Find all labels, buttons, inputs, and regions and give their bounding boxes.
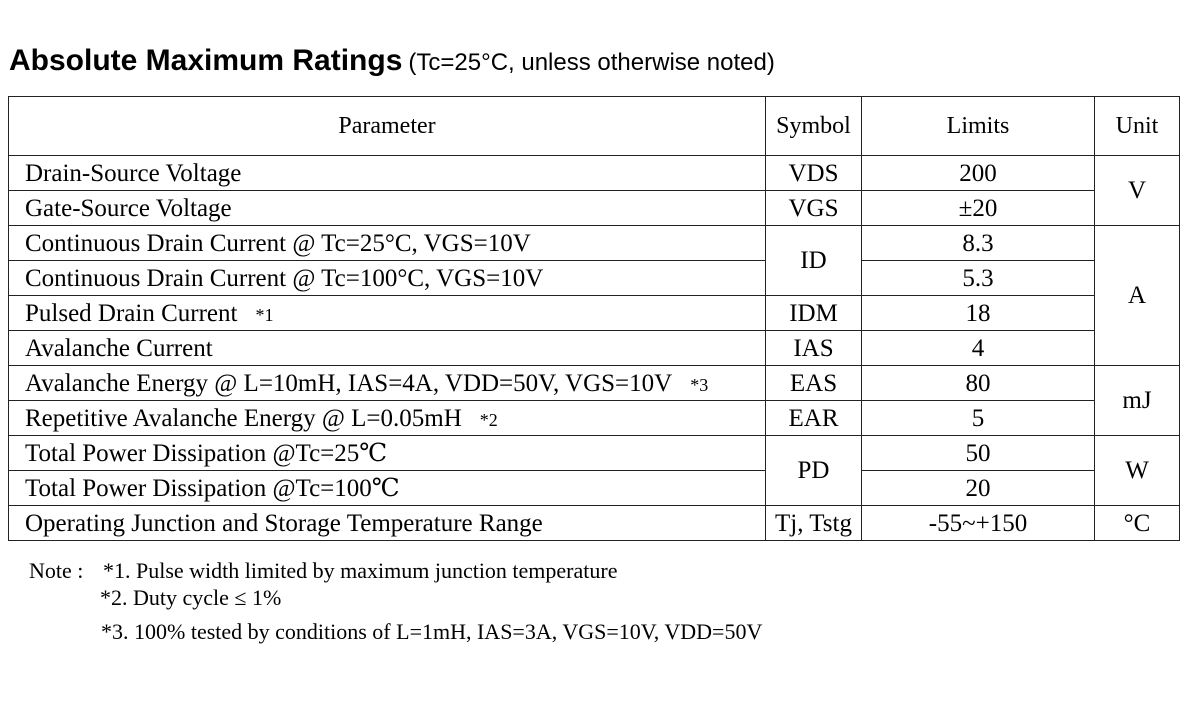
notes-label: Note :	[29, 558, 84, 583]
parameter-cell: Total Power Dissipation @Tc=100℃	[9, 471, 766, 506]
table-row	[9, 226, 1180, 261]
symbol-cell: VDS	[766, 156, 862, 191]
table-row	[9, 506, 1180, 541]
table-row	[9, 296, 1180, 331]
note-ref: *3	[690, 374, 709, 395]
unit-cell: V	[1095, 156, 1180, 226]
limit-cell: 5.3	[862, 261, 1095, 296]
unit-cell: A	[1095, 226, 1180, 366]
note-ref: *1	[255, 304, 274, 325]
symbol-cell: PD	[766, 436, 862, 506]
symbol-cell: ID	[766, 226, 862, 296]
page-title	[9, 44, 775, 78]
limit-cell: 5	[862, 401, 1095, 436]
table-row	[9, 436, 1180, 471]
note-item: *1. Pulse width limited by maximum junction temperature	[103, 558, 618, 583]
parameter-text: Repetitive Avalanche Energy @ L=0.05mH	[25, 404, 462, 432]
parameter-cell	[9, 401, 766, 436]
title-main: Absolute Maximum Ratings	[9, 44, 403, 77]
note-item: *3. 100% tested by conditions of L=1mH, IAS=3A, VGS=10V, VDD=50V	[101, 619, 763, 644]
header-unit: Unit	[1095, 97, 1180, 156]
table-row	[9, 191, 1180, 226]
symbol-cell: EAS	[766, 366, 862, 401]
note-ref: *2	[479, 409, 498, 430]
header-parameter: Parameter	[9, 97, 766, 156]
limit-cell: 80	[862, 366, 1095, 401]
title-condition: (Tc=25°C, unless otherwise noted)	[408, 49, 775, 76]
parameter-cell: Continuous Drain Current @ Tc=25°C, VGS=10V	[9, 226, 766, 261]
ratings-table	[8, 96, 1180, 541]
table-row	[9, 261, 1180, 296]
limit-cell: 200	[862, 156, 1095, 191]
parameter-cell: Continuous Drain Current @ Tc=100°C, VGS=10V	[9, 261, 766, 296]
unit-cell: °C	[1095, 506, 1180, 541]
limit-cell: 18	[862, 296, 1095, 331]
symbol-cell: IDM	[766, 296, 862, 331]
table-row	[9, 156, 1180, 191]
limit-cell: 50	[862, 436, 1095, 471]
table-header-row	[9, 97, 1180, 156]
limit-cell: 4	[862, 331, 1095, 366]
header-limits: Limits	[862, 97, 1095, 156]
symbol-cell: Tj, Tstg	[766, 506, 862, 541]
limit-cell: 20	[862, 471, 1095, 506]
symbol-cell: VGS	[766, 191, 862, 226]
symbol-cell: IAS	[766, 331, 862, 366]
parameter-cell: Operating Junction and Storage Temperature Range	[9, 506, 766, 541]
table-row	[9, 401, 1180, 436]
table-row	[9, 331, 1180, 366]
note-item: *2. Duty cycle ≤ 1%	[100, 585, 282, 610]
unit-cell: mJ	[1095, 366, 1180, 436]
header-symbol: Symbol	[766, 97, 862, 156]
limit-cell: -55~+150	[862, 506, 1095, 541]
limit-cell: 8.3	[862, 226, 1095, 261]
parameter-cell: Total Power Dissipation @Tc=25℃	[9, 436, 766, 471]
parameter-cell	[9, 366, 766, 401]
symbol-cell: EAR	[766, 401, 862, 436]
table-row	[9, 471, 1180, 506]
parameter-text: Pulsed Drain Current	[25, 299, 238, 327]
parameter-cell: Avalanche Current	[9, 331, 766, 366]
parameter-cell: Drain-Source Voltage	[9, 156, 766, 191]
table-row	[9, 366, 1180, 401]
unit-cell: W	[1095, 436, 1180, 506]
parameter-text: Avalanche Energy @ L=10mH, IAS=4A, VDD=50V, VGS=10V	[25, 369, 673, 397]
parameter-cell	[9, 296, 766, 331]
limit-cell: ±20	[862, 191, 1095, 226]
parameter-cell: Gate-Source Voltage	[9, 191, 766, 226]
